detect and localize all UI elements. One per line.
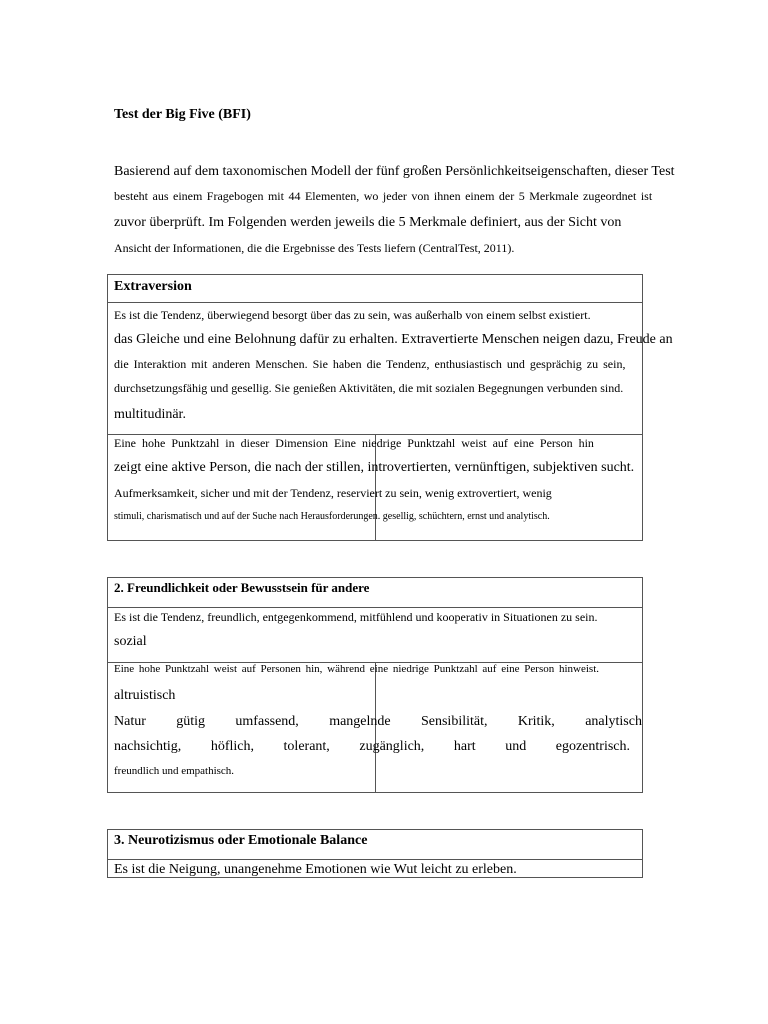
word: tolerant, — [283, 739, 330, 754]
extraversion-table — [107, 274, 673, 541]
agreeableness-score-line-1: Eine hohe Punktzahl weist auf Personen hin, während eine niedrige Punktzahl auf eine Person hinweist. — [114, 663, 599, 675]
intro-line-2: besteht aus einem Fragebogen mit 44 Elementen, wo jeder von ihnen einem der 5 Merkmale zugeordnet ist — [114, 189, 653, 203]
extraversion-score-line-1: Eine hohe Punktzahl in dieser Dimension Eine niedrige Punktzahl weist auf eine Person hin — [114, 436, 594, 450]
intro-line-3: zuvor überprüft. Im Folgenden werden jeweils die 5 Merkmale definiert, aus der Sicht von — [114, 215, 622, 230]
word: gütig — [176, 714, 206, 729]
extraversion-definition-line-1: Es ist die Tendenz, überwiegend besorgt über das zu sein, was außerhalb von einem selbst existiert. — [114, 308, 591, 322]
extraversion-definition-line-5: multitudinär. — [114, 407, 186, 422]
word: und — [505, 739, 527, 754]
agreeableness-table — [107, 577, 643, 793]
word: nachsichtig, — [114, 739, 182, 754]
agreeableness-score-line-5: freundlich und empathisch. — [114, 765, 235, 777]
word: hart — [453, 739, 476, 754]
extraversion-score-line-2: zeigt eine aktive Person, die nach der stillen, introvertierten, vernünftigen, subjektiven sucht. — [114, 460, 635, 475]
extraversion-score-line-3: Aufmerksamkeit, sicher und mit der Tendenz, reserviert zu sein, wenig extrovertiert, wenig — [114, 486, 552, 500]
neuroticism-heading: 3. Neurotizismus oder Emotionale Balance — [114, 833, 368, 848]
word: zugänglich, — [359, 739, 425, 754]
word: analytisch — [585, 714, 642, 729]
word: umfassend, — [235, 714, 299, 729]
intro-line-1: Basierend auf dem taxonomischen Modell der fünf großen Persönlichkeitseigenschaften, dieser Test — [114, 164, 675, 179]
word: Natur — [114, 714, 146, 729]
agreeableness-definition-line-2: sozial — [114, 634, 147, 649]
intro-line-4: Ansicht der Informationen, die die Ergebnisse des Tests liefern (CentralTest, 2011). — [114, 241, 515, 255]
agreeableness-score-line-2: altruistisch — [114, 688, 176, 703]
word: mangelnde — [329, 714, 391, 729]
word: egozentrisch. — [555, 739, 630, 754]
extraversion-score-line-4: stimuli, charismatisch und auf der Suche nach Herausforderungen. gesellig, schüchtern, ernst und analytisch. — [114, 511, 550, 522]
extraversion-definition-line-2: das Gleiche und eine Belohnung dafür zu erhalten. Extravertierte Menschen neigen dazu, Freude an — [114, 332, 673, 347]
word: Kritik, — [517, 714, 555, 729]
extraversion-definition-line-4: durchsetzungsfähig und gesellig. Sie genießen Aktivitäten, die mit sozialen Begegnungen verbunden sind. — [114, 381, 624, 395]
neuroticism-definition: Es ist die Neigung, unangenehme Emotionen wie Wut leicht zu erleben. — [114, 862, 517, 877]
neuroticism-table — [107, 829, 643, 878]
agreeableness-score-line-4 — [114, 740, 630, 754]
agreeableness-score-line-3 — [114, 715, 642, 729]
agreeableness-heading: 2. Freundlichkeit oder Bewusstsein für andere — [114, 580, 370, 595]
word: höflich, — [210, 739, 254, 754]
extraversion-definition-line-3: die Interaktion mit anderen Menschen. Sie haben die Tendenz, enthusiastisch und gesprächig zu sein, — [114, 357, 626, 371]
word: Sensibilität, — [420, 714, 488, 729]
document-title: Test der Big Five (BFI) — [114, 107, 251, 122]
extraversion-heading: Extraversion — [114, 279, 192, 294]
agreeableness-definition-line-1: Es ist die Tendenz, freundlich, entgegenkommend, mitfühlend und kooperativ in Situationen zu sein. — [114, 610, 598, 624]
